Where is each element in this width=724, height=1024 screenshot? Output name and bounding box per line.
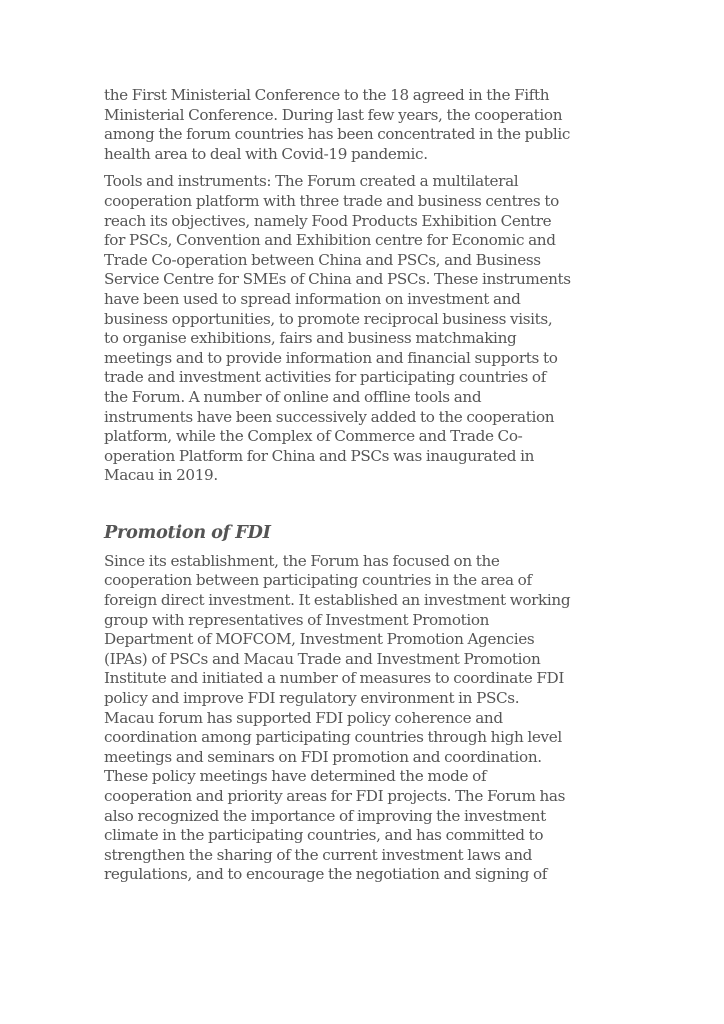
text-line: have been used to spread information on investment and (104, 289, 521, 308)
text-line: These policy meetings have determined the mode of (104, 767, 487, 786)
text-line: to organise exhibitions, fairs and business matchmaking (104, 329, 517, 348)
text-line: strengthen the sharing of the current investment laws and (104, 845, 533, 864)
paragraph-conference-cooperation (104, 86, 634, 164)
text-line: group with representatives of Investment Promotion (104, 610, 490, 629)
text-line: Department of MOFCOM, Investment Promotion Agencies (104, 630, 535, 649)
document-page (104, 86, 634, 885)
text-line: meetings and to provide information and financial supports to (104, 348, 558, 367)
text-line: operation Platform for China and PSCs was inaugurated in (104, 446, 535, 465)
paragraph-fdi-promotion (104, 552, 634, 885)
text-line: instruments have been successively added to the cooperation (104, 407, 555, 426)
text-line: foreign direct investment. It established an investment working (104, 591, 571, 610)
text-line: the First Ministerial Conference to the 18 agreed in the Fifth (104, 86, 550, 104)
text-line: Ministerial Conference. During last few years, the cooperation (104, 105, 563, 124)
text-line: Tools and instruments: The Forum created a multilateral (104, 172, 519, 191)
text-line: health area to deal with Covid-19 pandemic. (104, 144, 428, 163)
text-line: among the forum countries has been concentrated in the public (104, 125, 571, 144)
text-line: cooperation between participating countries in the area of (104, 571, 532, 590)
paragraph-tools-and-instruments (104, 172, 634, 486)
section-spacer (104, 486, 634, 522)
text-line: business opportunities, to promote reciprocal business visits, (104, 309, 553, 328)
text-line: climate in the participating countries, and has committed to (104, 826, 544, 845)
section-heading-promotion-of-fdi: Promotion of FDI (104, 521, 271, 543)
text-line: the Forum. A number of online and offline tools and (104, 387, 482, 406)
text-line: meetings and seminars on FDI promotion and coordination. (104, 747, 542, 766)
text-line: platform, while the Complex of Commerce and Trade Co- (104, 427, 523, 446)
text-line: reach its objectives, namely Food Products Exhibition Centre (104, 211, 552, 230)
text-line: cooperation and priority areas for FDI projects. The Forum has (104, 787, 566, 805)
text-line: Trade Co-operation between China and PSCs, and Business (104, 250, 541, 269)
text-line: (IPAs) of PSCs and Macau Trade and Investment Promotion (104, 649, 541, 668)
text-line: cooperation platform with three trade and business centres to (104, 191, 559, 210)
text-line: Macau forum has supported FDI policy coherence and (104, 708, 503, 727)
text-line: Macau in 2019. (104, 466, 218, 485)
text-line: policy and improve FDI regulatory environment in PSCs. (104, 689, 520, 708)
text-line: regulations, and to encourage the negotiation and signing of (104, 865, 548, 884)
text-line: for PSCs, Convention and Exhibition centre for Economic and (104, 231, 556, 250)
text-line: also recognized the importance of improving the investment (104, 806, 546, 825)
text-line: Since its establishment, the Forum has focused on the (104, 551, 500, 570)
text-line: trade and investment activities for participating countries of (104, 368, 546, 387)
heading-spacer (104, 544, 634, 552)
text-line: Service Centre for SMEs of China and PSCs. These instruments (104, 270, 571, 289)
text-line: coordination among participating countries through high level (104, 728, 562, 747)
text-line: Institute and initiated a number of measures to coordinate FDI (104, 669, 564, 688)
paragraph-spacer (104, 164, 634, 172)
